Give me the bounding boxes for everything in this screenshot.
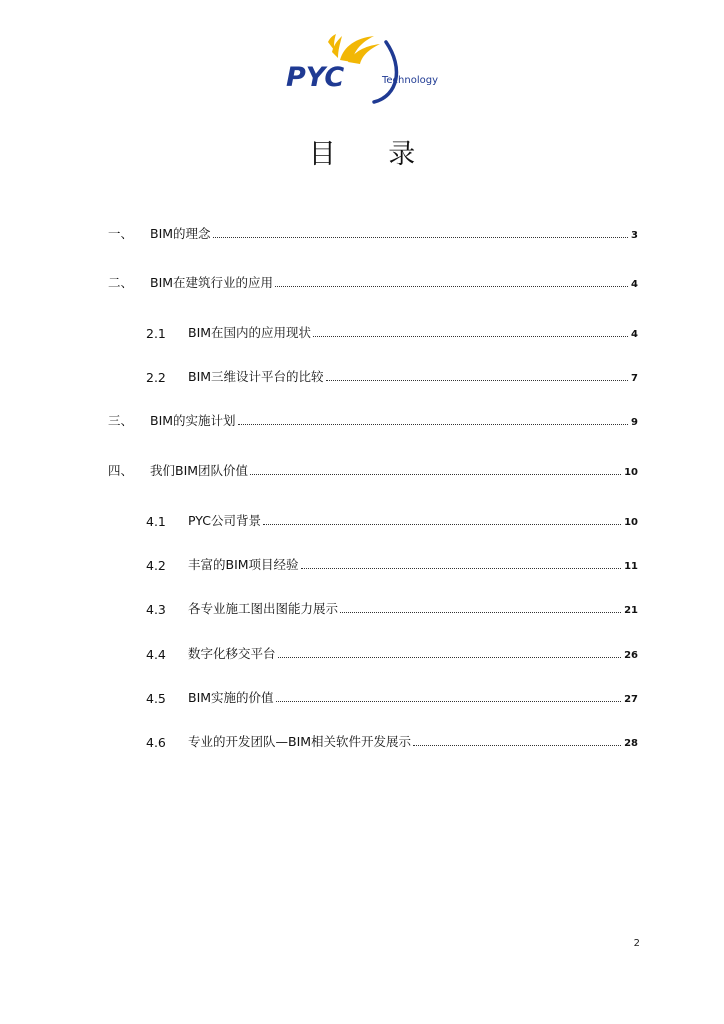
toc-entry-4-5[interactable] xyxy=(146,686,638,706)
toc-entry-number: 4.1 xyxy=(146,514,166,529)
dot-leader xyxy=(413,745,621,746)
toc-entry-number: 二、 xyxy=(108,275,134,290)
dot-leader xyxy=(250,474,621,475)
toc-entry-text: 各专业施工图出图能力展示 xyxy=(188,601,339,616)
toc-entry-1[interactable] xyxy=(108,222,638,242)
dot-leader xyxy=(326,380,628,381)
toc-entry-2-2[interactable] xyxy=(146,365,638,385)
toc-entry-text: BIM实施的价值 xyxy=(188,690,274,705)
toc-entry-text: PYC公司背景 xyxy=(188,513,261,528)
toc-entry-number: 4.6 xyxy=(146,735,166,750)
toc-entry-number: 4.3 xyxy=(146,602,166,617)
toc-entry-page: 10 xyxy=(624,467,638,478)
toc-entry-2-1[interactable] xyxy=(146,321,638,341)
company-logo xyxy=(282,30,462,106)
toc-entry-text: 丰富的BIM项目经验 xyxy=(188,557,299,572)
toc-entry-page: 3 xyxy=(631,230,638,241)
dot-leader xyxy=(213,237,628,238)
toc-entry-page: 10 xyxy=(624,517,638,528)
dot-leader xyxy=(238,424,628,425)
toc-entry-text: BIM的理念 xyxy=(150,226,211,241)
toc-entry-2[interactable] xyxy=(108,271,638,291)
dot-leader xyxy=(313,336,628,337)
toc-entry-text: 我们BIM团队价值 xyxy=(150,463,249,478)
logo-text: PYC xyxy=(286,62,345,93)
logo-subtext: Technology xyxy=(382,75,439,86)
toc-entry-4-4[interactable] xyxy=(146,642,638,662)
dot-leader xyxy=(263,524,621,525)
dot-leader xyxy=(275,286,628,287)
pyc-logo-icon xyxy=(282,30,462,106)
toc-entry-text: BIM在国内的应用现状 xyxy=(188,325,312,340)
toc-entry-page: 21 xyxy=(624,605,638,616)
toc-entry-page: 28 xyxy=(624,738,638,749)
toc-entry-4-6[interactable] xyxy=(146,730,638,750)
toc-entry-number: 四、 xyxy=(108,463,134,478)
dot-leader xyxy=(276,701,622,702)
toc-entry-4[interactable] xyxy=(108,459,638,479)
toc-entry-4-3[interactable] xyxy=(146,597,638,617)
toc-entry-number: 2.2 xyxy=(146,370,166,385)
toc-entry-page: 7 xyxy=(631,373,638,384)
toc-entry-text: BIM在建筑行业的应用 xyxy=(150,275,274,290)
toc-entry-3[interactable] xyxy=(108,409,638,429)
toc-entry-text: 数字化移交平台 xyxy=(188,646,276,661)
toc-entry-page: 4 xyxy=(631,329,638,340)
toc-entry-number: 4.5 xyxy=(146,691,166,706)
toc-entry-page: 11 xyxy=(624,561,638,572)
toc-entry-text: 专业的开发团队—BIM相关软件开发展示 xyxy=(188,734,412,749)
toc-entry-number: 一、 xyxy=(108,226,134,241)
toc-entry-4-2[interactable] xyxy=(146,553,638,573)
dot-leader xyxy=(278,657,622,658)
toc-entry-page: 9 xyxy=(631,417,638,428)
toc-entry-number: 三、 xyxy=(108,413,134,428)
dot-leader xyxy=(301,568,622,569)
toc-entry-4-1[interactable] xyxy=(146,509,638,529)
toc-entry-page: 4 xyxy=(631,279,638,290)
toc-entry-number: 2.1 xyxy=(146,326,166,341)
toc-entry-text: BIM三维设计平台的比较 xyxy=(188,369,324,384)
toc-title: 目 录 xyxy=(308,139,438,170)
toc-entry-page: 27 xyxy=(624,694,638,705)
toc-entry-number: 4.4 xyxy=(146,647,166,662)
toc-entry-text: BIM的实施计划 xyxy=(150,413,236,428)
toc-entry-number: 4.2 xyxy=(146,558,166,573)
page-number: 2 xyxy=(633,938,640,949)
toc-entry-page: 26 xyxy=(624,650,638,661)
dot-leader xyxy=(340,612,621,613)
